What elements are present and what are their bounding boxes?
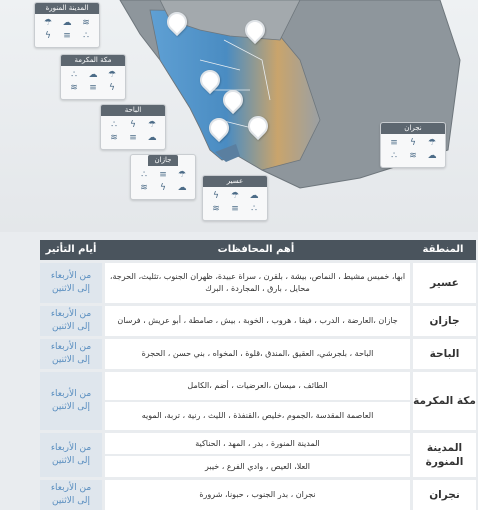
storm-icon: ϟ bbox=[45, 31, 51, 41]
storm-icon: ϟ bbox=[130, 120, 136, 130]
cloud-icon: ☁ bbox=[249, 191, 259, 201]
governorates-text: العلا، العيص ، وادي الفرع ، خيبر bbox=[105, 456, 410, 477]
days-cell: من الأربعاء إلى الاثنين bbox=[40, 339, 102, 369]
cloud-icon: ☁ bbox=[62, 18, 72, 28]
fog-icon: ≡ bbox=[89, 83, 97, 93]
table-row bbox=[40, 480, 476, 510]
storm-icon: ϟ bbox=[160, 183, 166, 193]
cloud-icon: ☁ bbox=[427, 151, 437, 161]
cloud-icon: ☁ bbox=[177, 183, 187, 193]
region-cell: نجران bbox=[413, 480, 476, 510]
table-row bbox=[40, 339, 476, 369]
governorates-cell bbox=[105, 372, 410, 430]
region-card-baha bbox=[100, 104, 166, 150]
wind-icon: ≋ bbox=[140, 183, 148, 193]
dust-icon: ∴ bbox=[83, 31, 89, 41]
header-region: المنطقة bbox=[422, 244, 464, 255]
fog-icon: ≡ bbox=[63, 31, 71, 41]
governorates-text: الباحة ، بلجرشي، العقيق ،المندق ،قلوة ، المخواه ، بني حسن ، الحجرة bbox=[105, 339, 410, 369]
region-card-jazan bbox=[130, 154, 196, 200]
region-card-makkah bbox=[60, 54, 126, 100]
wind-icon: ≋ bbox=[82, 18, 90, 28]
region-card-title: جازان bbox=[148, 155, 178, 166]
region-cell: الباحة bbox=[413, 339, 476, 369]
governorates-cell bbox=[105, 339, 410, 369]
governorates-cell bbox=[105, 433, 410, 477]
rain-cloud-icon: ☂ bbox=[107, 70, 117, 80]
days-cell: من الأربعاء إلى الاثنين bbox=[40, 480, 102, 510]
days-cell: من الأربعاء إلى الاثنين bbox=[40, 433, 102, 477]
governorates-text: الطائف ، ميسان ،العرضيات ، أضم ،الكامل bbox=[105, 372, 410, 400]
header-days: أيام التأثير bbox=[45, 244, 97, 255]
rain-cloud-icon: ☂ bbox=[147, 120, 157, 130]
fog-icon: ≡ bbox=[129, 133, 137, 143]
governorates-text: نجران ، بدر الجنوب ، حبونا، شرورة bbox=[105, 480, 410, 510]
days-cell: من الأربعاء إلى الاثنين bbox=[40, 263, 102, 303]
rain-cloud-icon: ☂ bbox=[43, 18, 53, 28]
cloud-icon: ☁ bbox=[88, 70, 98, 80]
dust-icon: ∴ bbox=[251, 204, 257, 214]
table-header bbox=[40, 240, 476, 260]
fog-icon: ≡ bbox=[231, 204, 239, 214]
region-cell: المدينة المنورة bbox=[413, 433, 476, 477]
table-row bbox=[40, 372, 476, 430]
storm-icon: ϟ bbox=[109, 83, 115, 93]
storm-icon: ϟ bbox=[213, 191, 219, 201]
cloud-icon: ☁ bbox=[147, 133, 157, 143]
storm-icon: ϟ bbox=[410, 138, 416, 148]
wind-icon: ≋ bbox=[212, 204, 220, 214]
wind-icon: ≋ bbox=[110, 133, 118, 143]
governorates-text: جازان ،العارضة ، الدرب ، فيفا ، هروب ، الخوبة ، بيش ، صامطة ، أبو عريش ، فرسان bbox=[105, 306, 410, 336]
fog-icon: ≡ bbox=[390, 138, 398, 148]
wind-icon: ≋ bbox=[409, 151, 417, 161]
rain-cloud-icon: ☂ bbox=[177, 170, 187, 180]
table-row bbox=[40, 263, 476, 303]
days-cell: من الأربعاء إلى الاثنين bbox=[40, 372, 102, 430]
rain-cloud-icon: ☂ bbox=[427, 138, 437, 148]
region-card-medina bbox=[34, 2, 100, 48]
governorates-cell bbox=[105, 263, 410, 303]
region-card-title: عسير bbox=[203, 176, 267, 187]
dust-icon: ∴ bbox=[391, 151, 397, 161]
dust-icon: ∴ bbox=[141, 170, 147, 180]
table-row bbox=[40, 433, 476, 477]
governorates-text: العاصمة المقدسة ،الجموم ،خليص ،القنفذة ، الليث ، رنية ، تربة، المويه bbox=[105, 402, 410, 430]
governorates-cell bbox=[105, 306, 410, 336]
dust-icon: ∴ bbox=[111, 120, 117, 130]
governorates-cell bbox=[105, 480, 410, 510]
region-card-title: نجران bbox=[381, 123, 445, 134]
region-card-title: الباحة bbox=[101, 105, 165, 116]
region-cell: عسير bbox=[413, 263, 476, 303]
region-card-asir bbox=[202, 175, 268, 221]
fog-icon: ≡ bbox=[159, 170, 167, 180]
region-card-najran bbox=[380, 122, 446, 168]
region-card-title: المدينة المنورة bbox=[35, 3, 99, 14]
dust-icon: ∴ bbox=[71, 70, 77, 80]
region-cell: جازان bbox=[413, 306, 476, 336]
wind-icon: ≋ bbox=[70, 83, 78, 93]
region-card-title: مكة المكرمة bbox=[61, 55, 125, 66]
rain-cloud-icon: ☂ bbox=[230, 191, 240, 201]
days-cell: من الأربعاء إلى الاثنين bbox=[40, 306, 102, 336]
governorates-text: المدينة المنورة ، بدر ، المهد ، الحناكية bbox=[105, 433, 410, 454]
regions-map bbox=[0, 0, 478, 232]
region-cell: مكة المكرمة bbox=[413, 372, 476, 430]
table-row bbox=[40, 306, 476, 336]
impact-table bbox=[40, 240, 476, 510]
governorates-text: ابها، خميس مشيط ، النماص، بيشة ، بلقرن ، سراة عبيدة، ظهران الجنوب ،تثليث، الحرجة، محايل ، بارق ، المجاردة ، البرك bbox=[105, 263, 410, 303]
header-governorates: أهم المحافظات bbox=[217, 244, 295, 255]
